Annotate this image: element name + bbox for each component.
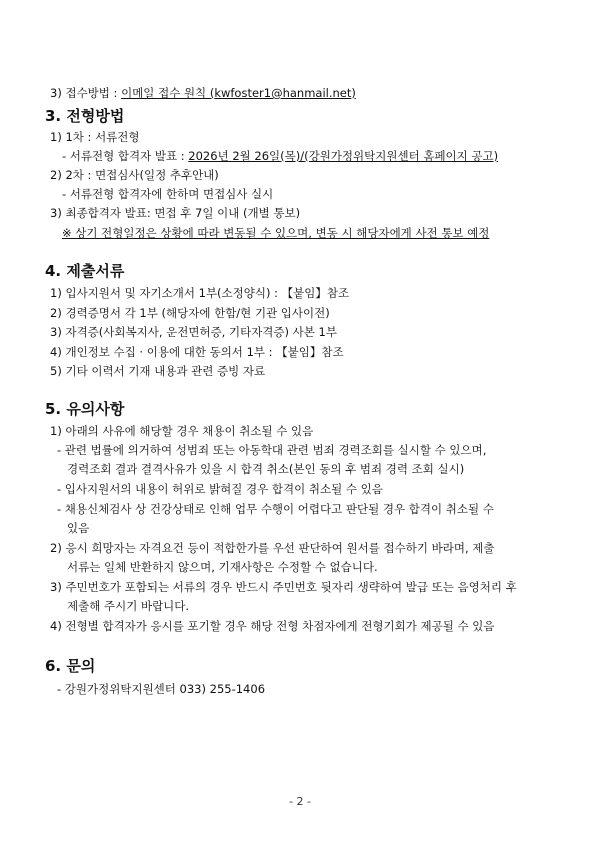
section-4-item-5: 5) 기타 이력서 기재 내용과 관련 증빙 자료 bbox=[50, 364, 266, 378]
section-6-title: 6. 문의 bbox=[45, 657, 96, 675]
section-5-item-1-a: - 관련 법률에 의거하여 성범죄 또는 아동학대 관련 범죄 경력조회를 실시할 수 있으며, bbox=[57, 443, 487, 457]
section-4-item-3: 3) 자격증(사회복지사, 운전면허증, 기타자격증) 사본 1부 bbox=[50, 325, 337, 339]
contact-line: - 강원가정위탁지원센터 033) 255-1406 bbox=[57, 682, 266, 696]
section-3-item-1-detail: - 서류전형 합격자 발표 : 2026년 2월 26일(목)/(강원가정위탁지원센터 홈페이지 공고) bbox=[62, 149, 499, 163]
section-5-item-3-cont: 제출해 주시기 바랍니다. bbox=[67, 599, 190, 613]
submission-method-label: 3) 접수방법 : bbox=[50, 86, 122, 100]
page-number: - 2 - bbox=[289, 795, 311, 808]
section-5-item-1: 1) 아래의 사유에 해당할 경우 채용이 취소될 수 있음 bbox=[50, 424, 314, 438]
email-link[interactable]: kwfoster1@hanmail.net bbox=[214, 86, 352, 100]
section-5-item-1-a-cont: 경력조회 결과 결격사유가 있을 시 합격 취소(본인 동의 후 범죄 경력 조회 실시) bbox=[67, 462, 465, 476]
section-5-item-1-c: - 채용신체검사 상 건강상태로 인해 업무 수행이 어렵다고 판단될 경우 합격이 취소될 수 bbox=[57, 502, 494, 516]
section-3-item-3: 3) 최종합격자 발표: 면접 후 7일 이내 (개별 통보) bbox=[50, 206, 301, 220]
submission-method-text: 이메일 접수 원칙 (kwfoster1@hanmail.net) bbox=[121, 86, 356, 100]
announcement-date: 2026년 2월 26일(목)/(강원가정위탁지원센터 홈페이지 공고) bbox=[188, 149, 499, 163]
section-4-item-1: 1) 입사지원서 및 자기소개서 1부(소정양식) : 【붙임】참조 bbox=[50, 286, 350, 300]
section-3-item-2-detail: - 서류전형 합격자에 한하며 면접심사 실시 bbox=[62, 187, 274, 201]
section-3-item-1: 1) 1차 : 서류전형 bbox=[50, 130, 140, 144]
section-4-item-4: 4) 개인정보 수집 · 이용에 대한 동의서 1부 : 【붙임】참조 bbox=[50, 345, 344, 359]
section-5-title: 5. 유의사항 bbox=[45, 400, 125, 418]
section-4-title: 4. 제출서류 bbox=[45, 262, 125, 280]
section-4-item-2: 2) 경력증명서 각 1부 (해당자에 한함/현 기관 입사이전) bbox=[50, 306, 330, 320]
section-3-item-2: 2) 2차 : 면접심사(일정 추후안내) bbox=[50, 168, 219, 182]
section-3-title: 3. 전형방법 bbox=[45, 107, 125, 125]
section-5-item-3: 3) 주민번호가 포함되는 서류의 경우 반드시 주민번호 뒷자리 생략하여 발급 또는 음영처리 후 bbox=[50, 580, 517, 594]
section-5-item-1-c-cont: 있음 bbox=[67, 521, 90, 535]
submission-method-line bbox=[50, 86, 356, 101]
section-3-note: ※ 상기 전형일정은 상황에 따라 변동될 수 있으며, 변동 시 해당자에게 사전 통보 예정 bbox=[62, 226, 490, 240]
section-5-item-2-cont: 서류는 일체 반환하지 않으며, 기재사항은 수정할 수 없습니다. bbox=[67, 560, 378, 574]
section-5-item-1-b: - 입사지원서의 내용이 허위로 밝혀질 경우 합격이 취소될 수 있음 bbox=[57, 482, 383, 496]
section-5-item-2: 2) 응시 희망자는 자격요건 등이 적합한가를 우선 판단하여 원서를 접수하기 바라며, 제출 bbox=[50, 541, 495, 555]
section-5-item-4: 4) 전형별 합격자가 응시를 포기할 경우 해당 전형 차점자에게 전형기회가 제공될 수 있음 bbox=[50, 619, 495, 633]
